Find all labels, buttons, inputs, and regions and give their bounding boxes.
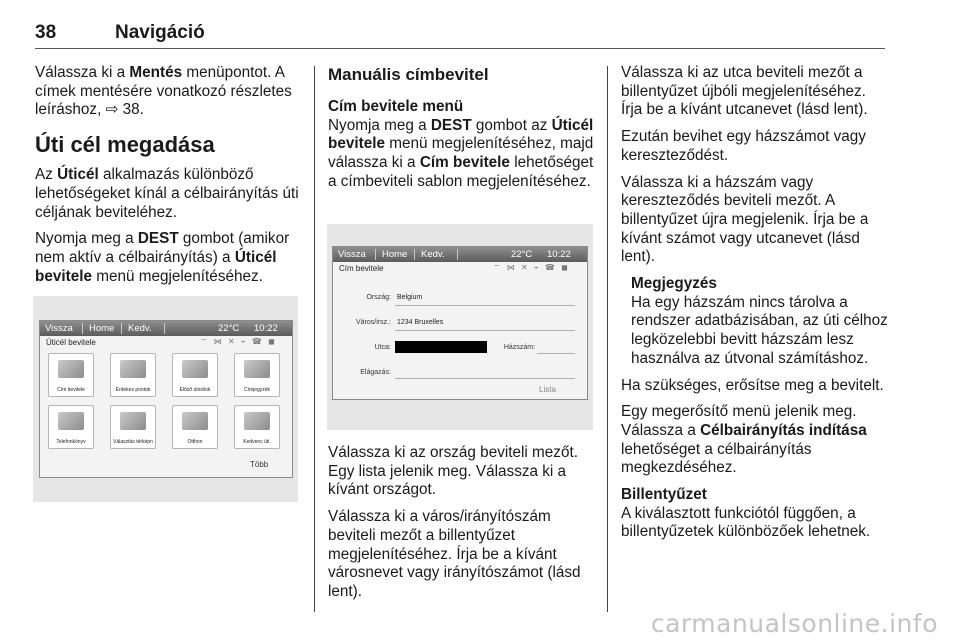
subheading-address-menu: Cím bevitele menü — [328, 98, 464, 115]
tile-previous-destinations[interactable]: Előző úticélok — [172, 353, 218, 397]
tile-home[interactable]: Otthon — [172, 405, 218, 449]
favourites-tab[interactable]: Kedv. — [128, 323, 152, 334]
tile-address-book[interactable]: Címjegyzék — [234, 353, 280, 397]
tile-select-on-map[interactable]: Választás térképn — [110, 405, 156, 449]
paragraph-dest: Nyomja meg a DEST gombot (amikor nem aktív a célbairányítás) a Úticél bevitele menü megjelenítéséhez. — [35, 230, 290, 285]
street-field-redacted[interactable] — [395, 341, 487, 353]
tile-favourites[interactable]: Kedvenc úti. — [234, 405, 280, 449]
address-book-icon — [244, 360, 270, 378]
junction-label: Elágazás: — [360, 369, 391, 376]
paragraph-city: Válassza ki a város/irányítószám beviteli mezőt a billentyűzet megjelenítéséhez. Írja be a kívánt városnevet vagy irányítószámot (lásd lent). — [328, 508, 581, 600]
favourite-icon — [244, 412, 270, 430]
house-number-label: Házszám: — [503, 344, 535, 351]
column-divider-1 — [314, 66, 315, 612]
note-title: Megjegyzés — [631, 275, 717, 293]
back-tab[interactable]: Vissza — [45, 323, 73, 334]
paragraph-street: Válassza ki az utca beviteli mezőt a billentyűzet újbóli megjelenítéséhez. Írja be a kívánt utcanevet (lásd lent). — [621, 64, 868, 119]
house-number-field[interactable] — [537, 353, 575, 354]
header-rule — [35, 48, 885, 49]
history-icon — [182, 360, 208, 378]
infotainment-screen-address — [332, 246, 588, 400]
clock: 10:22 — [254, 323, 278, 334]
more-button[interactable]: Több — [250, 460, 269, 469]
top-bar-address — [333, 247, 587, 262]
screen-subtitle-address: Cím bevitele — [339, 264, 384, 273]
subheading-keyboard: Billentyűzet — [621, 486, 707, 504]
poi-icon — [120, 360, 146, 378]
map-icon — [58, 360, 84, 378]
phonebook-icon — [58, 412, 84, 430]
favourites-tab[interactable]: Kedv. — [421, 249, 445, 260]
city-label: Város/irsz.: — [355, 319, 391, 326]
screen-subtitle: Úticél bevitele — [46, 338, 96, 347]
clock: 10:22 — [547, 249, 571, 260]
section-heading: Úti cél megadása — [35, 132, 215, 158]
home-tab[interactable]: Home — [89, 323, 115, 334]
temperature: 22°C — [511, 249, 533, 260]
paragraph-start-guidance: Egy megerősítő menü jelenik meg. Válassza a Célbairányítás indítása lehetőséget a célbairányítás megkezdéséhez. — [621, 403, 867, 477]
paragraph-address-entry: Nyomja meg a DEST gombot az Úticél bevitele menü megjelenítéséhez, majd válassza ki a Cím bevitele lehetőséget a címbeviteli sablon megjelenítéséhez. — [328, 116, 594, 190]
map-select-icon — [120, 412, 146, 430]
paragraph-confirm: Ha szükséges, erősítse meg a bevitelt. — [621, 376, 884, 394]
note-box — [631, 275, 889, 369]
column-2-lower — [328, 444, 596, 610]
paragraph-keyboard-again: Válassza ki a házszám vagy kereszteződés beviteli mezőt. A billentyűzet újra megjelenik. Írja be a kívánt számot vagy utcanevet (lásd lent). — [621, 173, 869, 266]
top-bar — [40, 321, 292, 336]
infotainment-screen — [39, 320, 293, 478]
city-field[interactable]: 1234 Bruxelles — [397, 319, 444, 326]
column-2 — [328, 64, 596, 200]
country-field[interactable]: Belgium — [397, 294, 423, 301]
country-label: Ország: — [366, 294, 391, 301]
tile-phonebook[interactable]: Telefonkönyv — [48, 405, 94, 449]
column-3 — [621, 64, 889, 550]
paragraph-uticel: Az Úticél alkalmazás különböző lehetőségeket kínál a célbairányítás úti céljának beviteléhez. — [35, 166, 299, 221]
menu-term-mentes: Mentés — [129, 64, 183, 81]
page-number: 38 — [35, 22, 57, 43]
status-icons: ⌔ ⋈ ✕ ⌁ ☎ ◼ — [200, 337, 277, 346]
section-heading-manual: Manuális címbevitel — [328, 65, 489, 84]
back-tab[interactable]: Vissza — [338, 249, 366, 260]
paragraph-keyboards: A kiválasztott funkciótól függően, a billentyűzetek különbözőek lehetnek. — [621, 504, 871, 541]
column-divider-2 — [607, 66, 608, 612]
tile-address-entry[interactable]: Cím bevitele — [48, 353, 94, 397]
screenshot-destination-menu — [33, 296, 298, 502]
intro-paragraph: Válassza ki a Mentés menüpontot. A címek mentésére vonatkozó részletes leíráshoz, ⇨ 38. — [35, 64, 292, 119]
running-title: Navigáció — [115, 22, 205, 43]
screenshot-address-entry — [327, 224, 593, 430]
street-label: Utca: — [374, 344, 391, 351]
status-icons: ⌔ ⋈ ✕ ⌁ ☎ ◼ — [493, 263, 570, 272]
paragraph-house-number: Ezután bevihet egy házszámot vagy kereszteződést. — [621, 128, 866, 164]
home-tab[interactable]: Home — [382, 249, 408, 260]
home-icon — [182, 412, 208, 430]
list-button[interactable]: Lista — [539, 385, 556, 394]
page-ref-icon: ⇨ — [105, 101, 123, 119]
column-1 — [35, 64, 300, 294]
tile-poi[interactable]: Érdekes pontok — [110, 353, 156, 397]
temperature: 22°C — [218, 323, 240, 334]
paragraph-country: Válassza ki az ország beviteli mezőt. Egy lista jelenik meg. Válassza ki a kívánt országot. — [328, 444, 578, 499]
page-ref-link[interactable]: 38. — [122, 101, 144, 119]
note-text: Ha egy házszám nincs tárolva a rendszer adatbázisában, az úti célhoz legközelebbi bevitt házszám lesz használva az útvonal számításhoz. — [631, 293, 888, 367]
watermark: carmanualsonline.info — [650, 609, 938, 638]
junction-field[interactable] — [395, 378, 575, 379]
